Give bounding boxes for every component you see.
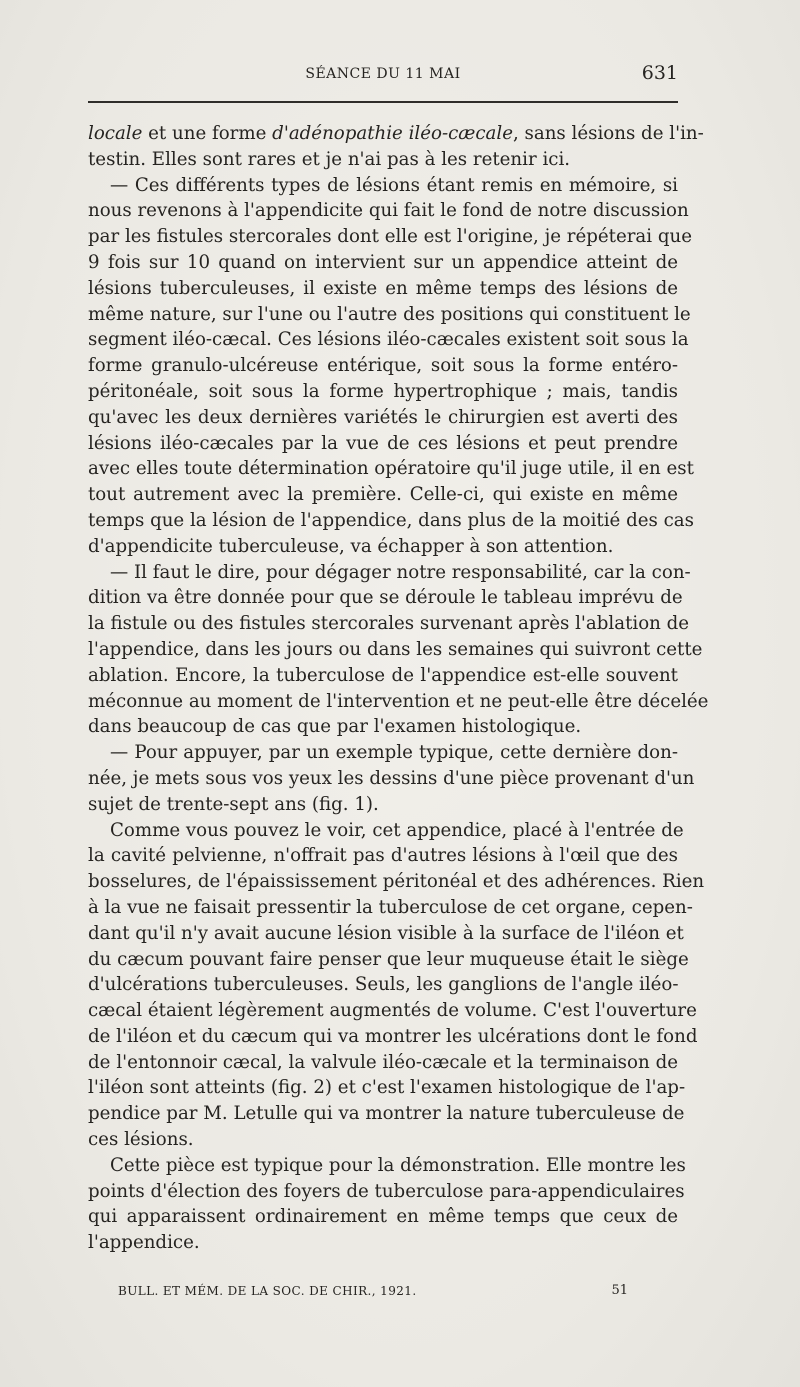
text-line: l'iléon sont atteints (fig. 2) et c'est l'examen histologique de l'ap- (88, 1077, 686, 1099)
text-line: lésions tuberculeuses, il existe en même temps des lésions de (88, 277, 678, 299)
journal-reference: BULL. ET MÉM. DE LA SOC. DE CHIR., 1921. (118, 1284, 417, 1298)
text-line: cæcal étaient légèrement augmentés de volume. C'est l'ouverture (88, 1000, 697, 1022)
text-line: testin. Elles sont rares et je n'ai pas à les retenir ici. (88, 148, 571, 170)
text-line: ces lésions. (88, 1129, 194, 1151)
text-line: l'appendice, dans les jours ou dans les semaines qui suivront cette (88, 638, 703, 660)
text-line: — Pour appuyer, par un exemple typique, cette dernière don- (110, 742, 678, 764)
text-line: péritonéale, soit sous la forme hypertrophique ; mais, tandis (88, 380, 678, 402)
text-line: ablation. Encore, la tuberculose de l'appendice est-elle souvent (88, 664, 678, 686)
text-line: la cavité pelvienne, n'offrait pas d'autres lésions à l'œil que des (88, 845, 678, 867)
text-line: nous revenons à l'appendicite qui fait le fond de notre discussion (88, 200, 689, 222)
text-line: locale et une forme d'adénopathie iléo-cæcale, sans lésions de l'in- (88, 123, 704, 144)
text-line: à la vue ne faisait pressentir la tuberculose de cet organe, cepen- (88, 896, 693, 918)
header-rule (88, 101, 678, 103)
page-footer (118, 1284, 628, 1304)
text-line: segment iléo-cæcal. Ces lésions iléo-cæcales existent soit sous la (88, 329, 689, 351)
text-line: Cette pièce est typique pour la démonstration. Elle montre les (110, 1154, 686, 1176)
text-line: points d'élection des foyers de tuberculose para-appendiculaires (88, 1180, 685, 1202)
text-line: sujet de trente-sept ans (fig. 1). (88, 793, 379, 815)
text-line: l'appendice. (88, 1232, 200, 1254)
text-line: — Il faut le dire, pour dégager notre responsabilité, car la con- (110, 561, 691, 583)
text-line: forme granulo-ulcéreuse entérique, soit sous la forme entéro- (88, 355, 678, 377)
text-line: dant qu'il n'y avait aucune lésion visible à la surface de l'iléon et (88, 922, 684, 944)
text-line: — Ces différents types de lésions étant remis en mémoire, si (110, 174, 678, 196)
text-line: du cæcum pouvant faire penser que leur muqueuse était le siège (88, 948, 689, 970)
text-line: dition va être donnée pour que se déroule le tableau imprévu de (88, 587, 683, 609)
text-line: avec elles toute détermination opératoire qu'il juge utile, il en est (88, 458, 694, 480)
text-line: qui apparaissent ordinairement en même temps que ceux de (88, 1206, 678, 1228)
text-line: de l'iléon et du cæcum qui va montrer les ulcérations dont le fond (88, 1025, 698, 1047)
text-line: la fistule ou des fistules stercorales survenant après l'ablation de (88, 613, 690, 635)
text-line: bosselures, de l'épaississement péritonéal et des adhérences. Rien (88, 871, 705, 893)
body-text (88, 121, 709, 1256)
text-line: temps que la lésion de l'appendice, dans plus de la moitié des cas (88, 509, 694, 531)
page-header (88, 62, 678, 88)
text-line: tout autrement avec la première. Celle-ci, qui existe en même (88, 484, 678, 506)
text-line: qu'avec les deux dernières variétés le chirurgien est averti des (88, 406, 678, 428)
signature-mark: 51 (611, 1283, 628, 1298)
text-line: par les fistules stercorales dont elle est l'origine, je répéterai que (88, 226, 692, 248)
text-line: d'appendicite tuberculeuse, va échapper à son attention. (88, 535, 614, 557)
running-head: SÉANCE DU 11 MAI (305, 66, 461, 82)
text-line: née, je mets sous vos yeux les dessins d'une pièce provenant d'un (88, 767, 695, 789)
text-line: de l'entonnoir cæcal, la valvule iléo-cæcale et la terminaison de (88, 1051, 678, 1073)
text-line: même nature, sur l'une ou l'autre des positions qui constituent le (88, 303, 691, 325)
text-line: 9 fois sur 10 quand on intervient sur un appendice atteint de (88, 251, 678, 273)
text-line: lésions iléo-cæcales par la vue de ces lésions et peut prendre (88, 432, 678, 454)
text-line: méconnue au moment de l'intervention et ne peut-elle être décelée (88, 690, 709, 712)
text-line: d'ulcérations tuberculeuses. Seuls, les ganglions de l'angle iléo- (88, 974, 679, 996)
text-line: pendice par M. Letulle qui va montrer la nature tuberculeuse de (88, 1103, 685, 1125)
text-line: Comme vous pouvez le voir, cet appendice, placé à l'entrée de (110, 819, 684, 841)
page-number: 631 (641, 62, 678, 84)
text-line: dans beaucoup de cas que par l'examen histologique. (88, 716, 582, 738)
